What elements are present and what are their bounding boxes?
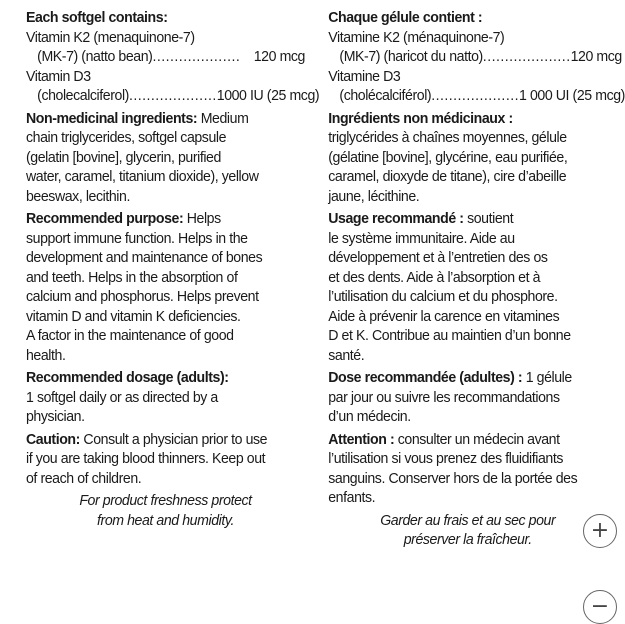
text-line: and teeth. Helps in the absorption of — [26, 268, 238, 286]
purpose-heading: Recommended purpose: — [26, 210, 184, 227]
vitamin-k2-amount-fr: 120 mcg — [570, 48, 622, 65]
text-line: if you are taking blood thinners. Keep out — [26, 450, 266, 467]
text-line: health. — [26, 346, 66, 364]
storage-note — [26, 491, 305, 530]
contents-section — [26, 8, 320, 106]
vitamin-d3-amount: 1000 IU (25 mcg) — [216, 87, 320, 104]
plus-icon: + — [590, 518, 610, 543]
non-medicinal-heading: Non-medicinal ingredients: — [26, 109, 198, 127]
vitamin-k2-name: Vitamin K2 (menaquinone-7) — [26, 28, 195, 46]
text-line: le système immunitaire. Aide au — [328, 229, 515, 247]
storage-line: For product freshness protect — [79, 492, 252, 509]
dosage-section-fr — [328, 368, 607, 427]
text-line: Aide à prévenir la carence en vitamines — [328, 307, 560, 325]
leader-dots: .................... — [482, 48, 571, 65]
text-run: 1 gélule — [522, 369, 572, 386]
text-line: enfants. — [328, 489, 376, 506]
non-medicinal-section — [26, 109, 305, 207]
contents-heading: Each softgel contains: — [26, 9, 168, 26]
text-line: chain triglycerides, softgel capsule — [26, 129, 227, 146]
text-line — [26, 109, 305, 129]
vitamin-k2-amount: 120 mcg — [253, 48, 305, 65]
text-line: A factor in the maintenance of good — [26, 327, 234, 344]
vitamin-k2-row — [26, 47, 305, 67]
vitamin-d3-row — [26, 86, 320, 106]
vitamin-d3-amount-fr: 1 000 UI (25 mcg) — [519, 87, 625, 104]
leader-dots: .................... — [128, 87, 217, 104]
text-line: beeswax, lecithin. — [26, 187, 130, 205]
text-line: (gélatine [bovine], glycérine, eau purifiée, — [328, 148, 568, 166]
storage-line: Garder au frais et au sec pour — [380, 511, 556, 529]
vitamin-d3-detail: (cholecalciferol) — [37, 87, 129, 104]
purpose-section — [26, 209, 305, 365]
text-line: par jour ou suivre les recommandations — [328, 388, 560, 406]
text-line: 1 softgel daily or as directed by a — [26, 388, 218, 406]
text-line — [26, 430, 305, 450]
text-line: physician. — [26, 408, 85, 425]
text-line: of reach of children. — [26, 469, 142, 487]
text-line: triglycérides à chaînes moyennes, gélule — [328, 129, 567, 146]
vitamin-d3-row-fr — [328, 86, 625, 106]
text-line: jaune, lécithine. — [328, 187, 420, 205]
leader-dots: .................... — [152, 48, 241, 65]
zoom-in-button[interactable] — [583, 514, 617, 548]
vitamin-d3-name-fr: Vitamine D3 — [328, 67, 401, 85]
text-run: Helps — [183, 210, 221, 227]
caution-heading-fr: Attention : — [328, 430, 395, 448]
dosage-section — [26, 368, 305, 427]
text-line: l’utilisation du calcium et du phosphore. — [328, 288, 558, 305]
text-run: Medium — [197, 109, 249, 127]
text-line: support immune function. Helps in the — [26, 229, 248, 247]
dosage-heading: Recommended dosage (adults): — [26, 369, 229, 386]
dosage-heading-fr: Dose recommandée (adultes) : — [328, 369, 523, 386]
vitamin-k2-row-fr — [328, 47, 622, 67]
text-line: (gelatin [bovine], glycerin, purified — [26, 148, 221, 166]
vitamin-k2-detail-fr: (MK-7) (haricot du natto) — [339, 48, 483, 65]
text-line: d’un médecin. — [328, 408, 411, 425]
text-line: vitamin D and vitamin K deficiencies. — [26, 307, 241, 325]
caution-section — [26, 430, 305, 489]
text-line: santé. — [328, 346, 365, 364]
zoom-out-button[interactable] — [583, 590, 617, 624]
text-line: calcium and phosphorus. Helps prevent — [26, 288, 259, 305]
text-line: water, caramel, titanium dioxide), yellow — [26, 168, 259, 185]
text-line: caramel, dioxyde de titane), cire d’abeille — [328, 168, 567, 185]
vitamin-d3-name: Vitamin D3 — [26, 67, 91, 85]
contents-heading-fr: Chaque gélule contient : — [328, 9, 483, 26]
text-line: l’utilisation si vous prenez des fluidifiants — [328, 450, 564, 467]
leader-dots: .................... — [431, 87, 520, 104]
french-column — [328, 8, 625, 553]
contents-section-fr — [328, 8, 625, 106]
text-line — [26, 209, 305, 229]
english-column — [26, 8, 320, 533]
text-line — [328, 368, 607, 388]
purpose-section-fr — [328, 209, 607, 365]
text-line — [328, 430, 607, 450]
text-line — [328, 209, 607, 229]
caution-section-fr — [328, 430, 607, 508]
vitamin-k2-detail: (MK-7) (natto bean) — [37, 48, 153, 65]
storage-line: préserver la fraîcheur. — [403, 531, 532, 548]
storage-note-fr — [328, 511, 610, 550]
non-medicinal-section-fr — [328, 109, 607, 207]
text-line: sanguins. Conserver hors de la portée des — [328, 469, 578, 487]
vitamin-d3-detail-fr: (cholécalciférol) — [339, 87, 432, 104]
vitamin-k2-name-fr: Vitamine K2 (ménaquinone-7) — [328, 28, 505, 46]
minus-icon: − — [590, 594, 610, 619]
text-line: développement et à l’entretien des os — [328, 249, 548, 266]
storage-line: from heat and humidity. — [97, 511, 234, 529]
supplement-facts-label — [26, 8, 625, 607]
text-line: development and maintenance of bones — [26, 249, 263, 266]
text-line: et des dents. Aide à l’absorption et à — [328, 268, 541, 286]
text-line: D et K. Contribue au maintien d’un bonne — [328, 327, 571, 344]
text-run: Consult a physician prior to use — [79, 430, 268, 448]
caution-heading: Caution: — [26, 430, 80, 448]
text-run: consulter un médecin avant — [394, 430, 560, 448]
purpose-heading-fr: Usage recommandé : — [328, 210, 464, 227]
non-medicinal-heading-fr: Ingrédients non médicinaux : — [328, 109, 513, 127]
text-run: soutient — [463, 210, 514, 227]
